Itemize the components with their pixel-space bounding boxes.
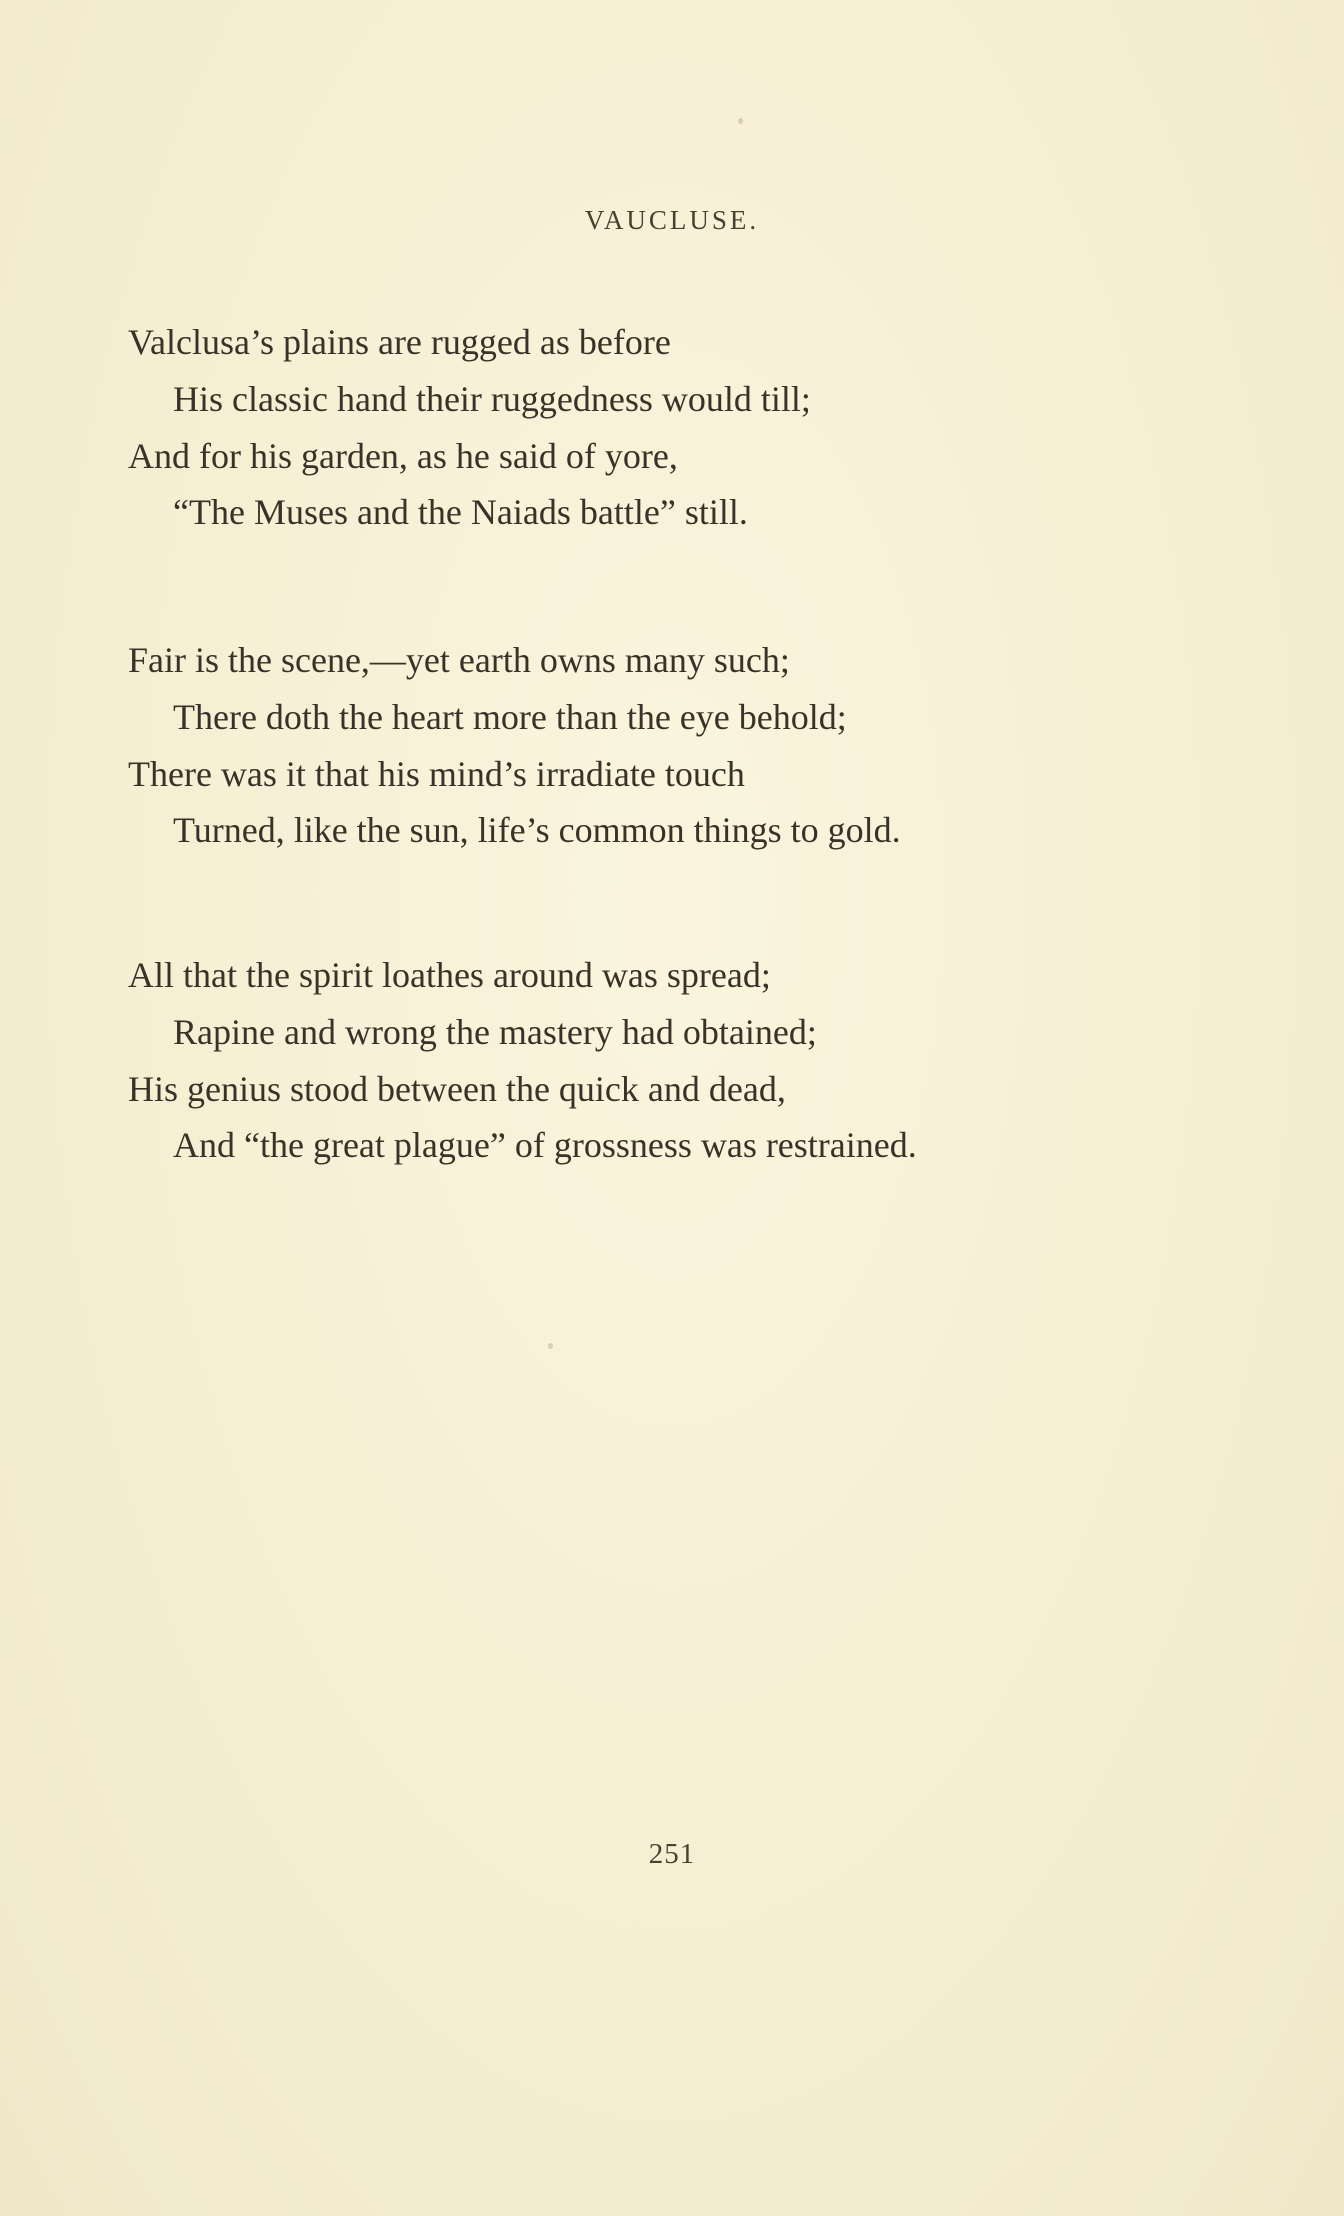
page-number: 251 [648, 1838, 696, 1870]
verse-line: His genius stood between the quick and dead, [128, 1069, 786, 1109]
verse-line: Fair is the scene,—yet earth owns many such; [128, 640, 790, 680]
running-head: VAUCLUSE. [584, 205, 760, 235]
verse-line: There doth the heart more than the eye behold; [173, 697, 847, 737]
paper-speck [548, 1343, 553, 1349]
verse-line: There was it that his mind’s irradiate touch [128, 754, 745, 794]
verse-line: “The Muses and the Naiads battle” still. [173, 492, 748, 532]
verse-line: Rapine and wrong the mastery had obtained; [173, 1012, 817, 1052]
verse-line: Turned, like the sun, life’s common things to gold. [173, 810, 901, 850]
verse-line: All that the spirit loathes around was spread; [128, 955, 771, 995]
paper-speck [738, 118, 743, 124]
verse-line: His classic hand their ruggedness would till; [173, 379, 811, 419]
verse-line: And “the great plague” of grossness was restrained. [173, 1125, 917, 1165]
verse-line: Valclusa’s plains are rugged as before [128, 322, 671, 362]
verse-line: And for his garden, as he said of yore, [128, 436, 678, 476]
